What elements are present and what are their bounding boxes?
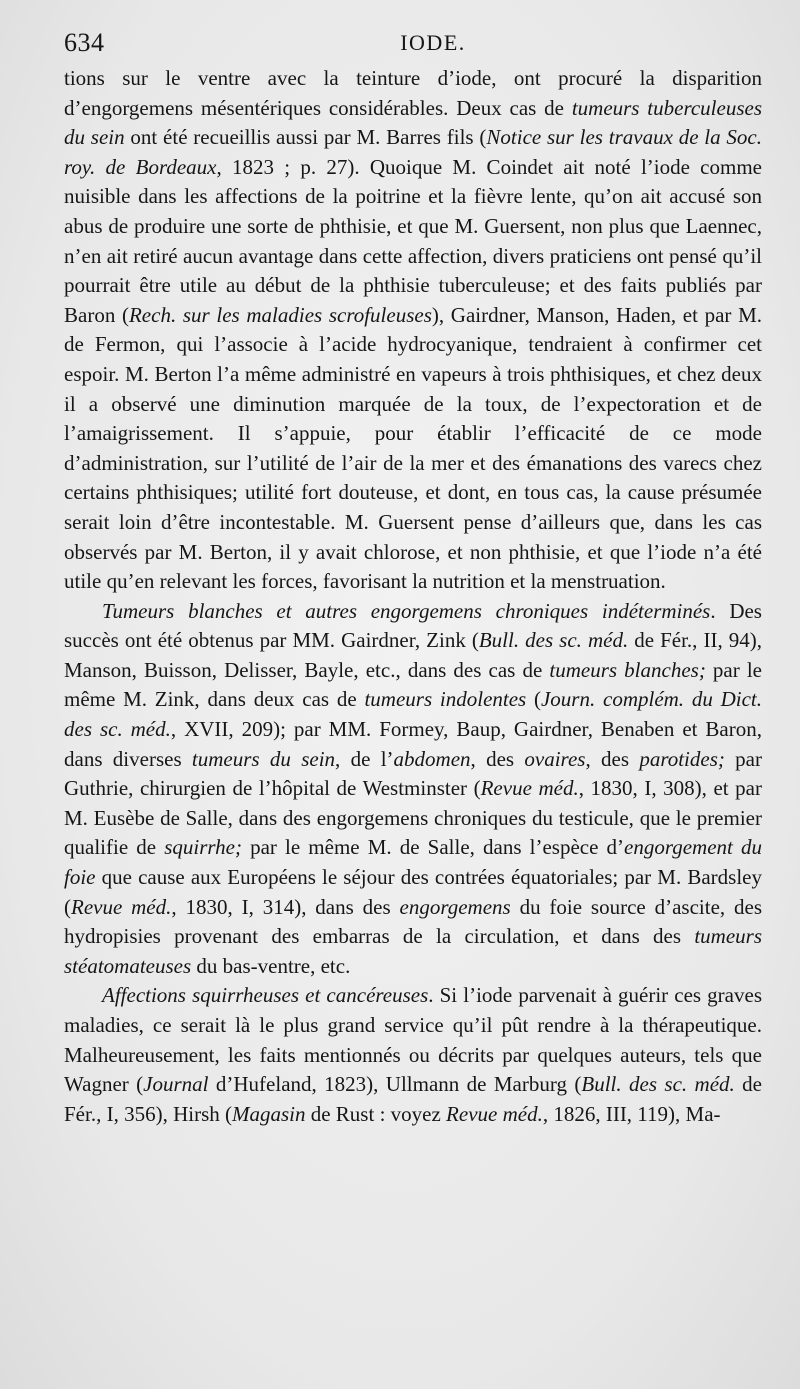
italic-text: Revue méd. xyxy=(480,776,579,801)
italic-text: tumeurs indolentes xyxy=(364,687,527,712)
text-run: par Guthrie, chirurgien de l’hôpital de Westminster ( xyxy=(64,746,762,801)
text-run: ( xyxy=(526,687,541,712)
text-run: , 1826, III, 119), Ma- xyxy=(542,1101,721,1126)
page-number: 634 xyxy=(64,28,105,57)
italic-text: Revue méd. xyxy=(446,1101,543,1126)
italic-text: tumeurs blanches; xyxy=(549,657,706,682)
italic-text: Revue méd. xyxy=(71,894,172,919)
text-run: , des xyxy=(585,746,640,771)
text-run: de Fér., I, 356), Hirsh ( xyxy=(64,1072,762,1126)
paragraph xyxy=(64,597,762,982)
text-run: ont été recueillis aussi par M. Barres fils ( xyxy=(124,125,487,150)
italic-text: tumeurs du sein xyxy=(191,746,336,771)
italic-text: squirrhe; xyxy=(164,835,242,860)
text-run: que cause aux Européens le séjour des contrées équatoriales; par M. Bardsley ( xyxy=(64,865,762,919)
text-run: , 1823 ; p. 27). Quoique M. Coindet ait noté l’iode comme nuisible dans les affections de la poitrine et la fièvre lente, qu’on ait accusé son abus de produire une sorte de phthisie, et que M. Guersent, non plus que Laennec, n’en ait retiré aucun avantage dans cette affection, divers praticiens ont pensé qu’il pourrait être utile au début de la phthisie tuberculeuse; et des faits publiés par Baron ( xyxy=(64,154,762,327)
italic-text: Bull. des sc. méd. xyxy=(478,628,629,653)
italic-text: Notice sur les travaux de la Soc. roy. de Bordeaux xyxy=(64,125,762,179)
italic-text: Bull. des sc. méd. xyxy=(581,1072,735,1097)
italic-text: Journ. complém. du Dict. des sc. méd. xyxy=(64,687,762,742)
italic-text: engorgement du foie xyxy=(64,835,762,890)
italic-text: parotides; xyxy=(639,746,725,771)
italic-text: tumeurs tuberculeuses du sein xyxy=(64,95,762,150)
text-run: , XVII, 209); par MM. Formey, Baup, Gairdner, Benaben et Baron, dans diverses xyxy=(64,717,762,771)
italic-text: abdomen xyxy=(393,746,471,771)
text-run: . Si l’iode parvenait à guérir ces graves maladies, ce serait là le plus grand service qu’il pût rendre à la thérapeutique. Malheureusement, les faits mentionnés ou décrits par quelques auteurs, tels que Wagner ( xyxy=(64,983,762,1097)
text-run: ), Gairdner, Manson, Haden, et par M. de Fermon, qui l’associe à l’acide hydrocyanique, tendraient à confirmer cet espoir. M. Berton l’a même administré en vapeurs à trois phthisiques, et chez deux il a observé une diminution marquée de la toux, de l’expectoration et de l’amaigrissement. Il s’appuie, pour établir l’efficacité de ce mode d’administration, sur l’utilité de l’air de la mer et des émanations des varecs chez certains phthisiques; utilité fort douteuse, et dont, en tous cas, la cause présumée serait loin d’être incontestable. M. Guersent pense d’ailleurs que, dans les cas observés par M. Berton, il y avait chlorose, et non phthisie, et que l’iode n’a été utile qu’en relevant les forces, favorisant la nutrition et la menstruation. xyxy=(64,302,762,594)
page-header xyxy=(64,18,762,62)
italic-text: Magasin xyxy=(231,1101,306,1126)
italic-text: Journal xyxy=(143,1072,209,1097)
italic-text: tumeurs stéatomateuses xyxy=(64,924,762,978)
italic-text: Affections squirrheuses et cancéreuses xyxy=(102,983,429,1008)
italic-text: engorgemens xyxy=(399,894,511,919)
italic-text: Tumeurs blanches et autres engorgemens chroniques indéterminés xyxy=(102,598,711,623)
text-run: de Fér., II, 94), Manson, Buisson, Delisser, Bayle, etc., dans des cas de xyxy=(64,628,762,682)
text-run: , 1830, I, 308), et par M. Eusèbe de Salle, dans des engorgemens chroniques du testicule, que le premier qualifie de xyxy=(64,776,762,860)
body-text xyxy=(64,64,762,1129)
text-run: , de l’ xyxy=(335,746,394,771)
running-head: IODE. xyxy=(400,30,466,55)
text-run: , 1830, I, 314), dans des xyxy=(171,894,400,919)
text-run: tions sur le ventre avec la teinture d’iode, ont procuré la disparition d’engorgemens mésentériques considérables. Deux cas de xyxy=(64,66,762,120)
text-run: , des xyxy=(470,746,525,771)
italic-text: ovaires xyxy=(524,746,586,771)
paragraph xyxy=(64,981,762,1129)
text-run: de Rust : voyez xyxy=(305,1101,447,1126)
text-run: du foie source d’ascite, des hydropisies provenant des embarras de la circulation, et dans des xyxy=(64,894,762,949)
italic-text: Rech. sur les maladies scrofuleuses xyxy=(128,302,432,327)
text-run: d’Hufeland, 1823), Ullmann de Marburg ( xyxy=(208,1072,582,1097)
text-run: . Des succès ont été obtenus par MM. Gairdner, Zink ( xyxy=(64,598,762,653)
text-run: par le même M. Zink, dans deux cas de xyxy=(64,657,762,712)
paragraph xyxy=(64,64,762,597)
text-run: du bas-ventre, etc. xyxy=(191,953,351,978)
text-run: par le même M. de Salle, dans l’espèce d’ xyxy=(241,835,625,860)
